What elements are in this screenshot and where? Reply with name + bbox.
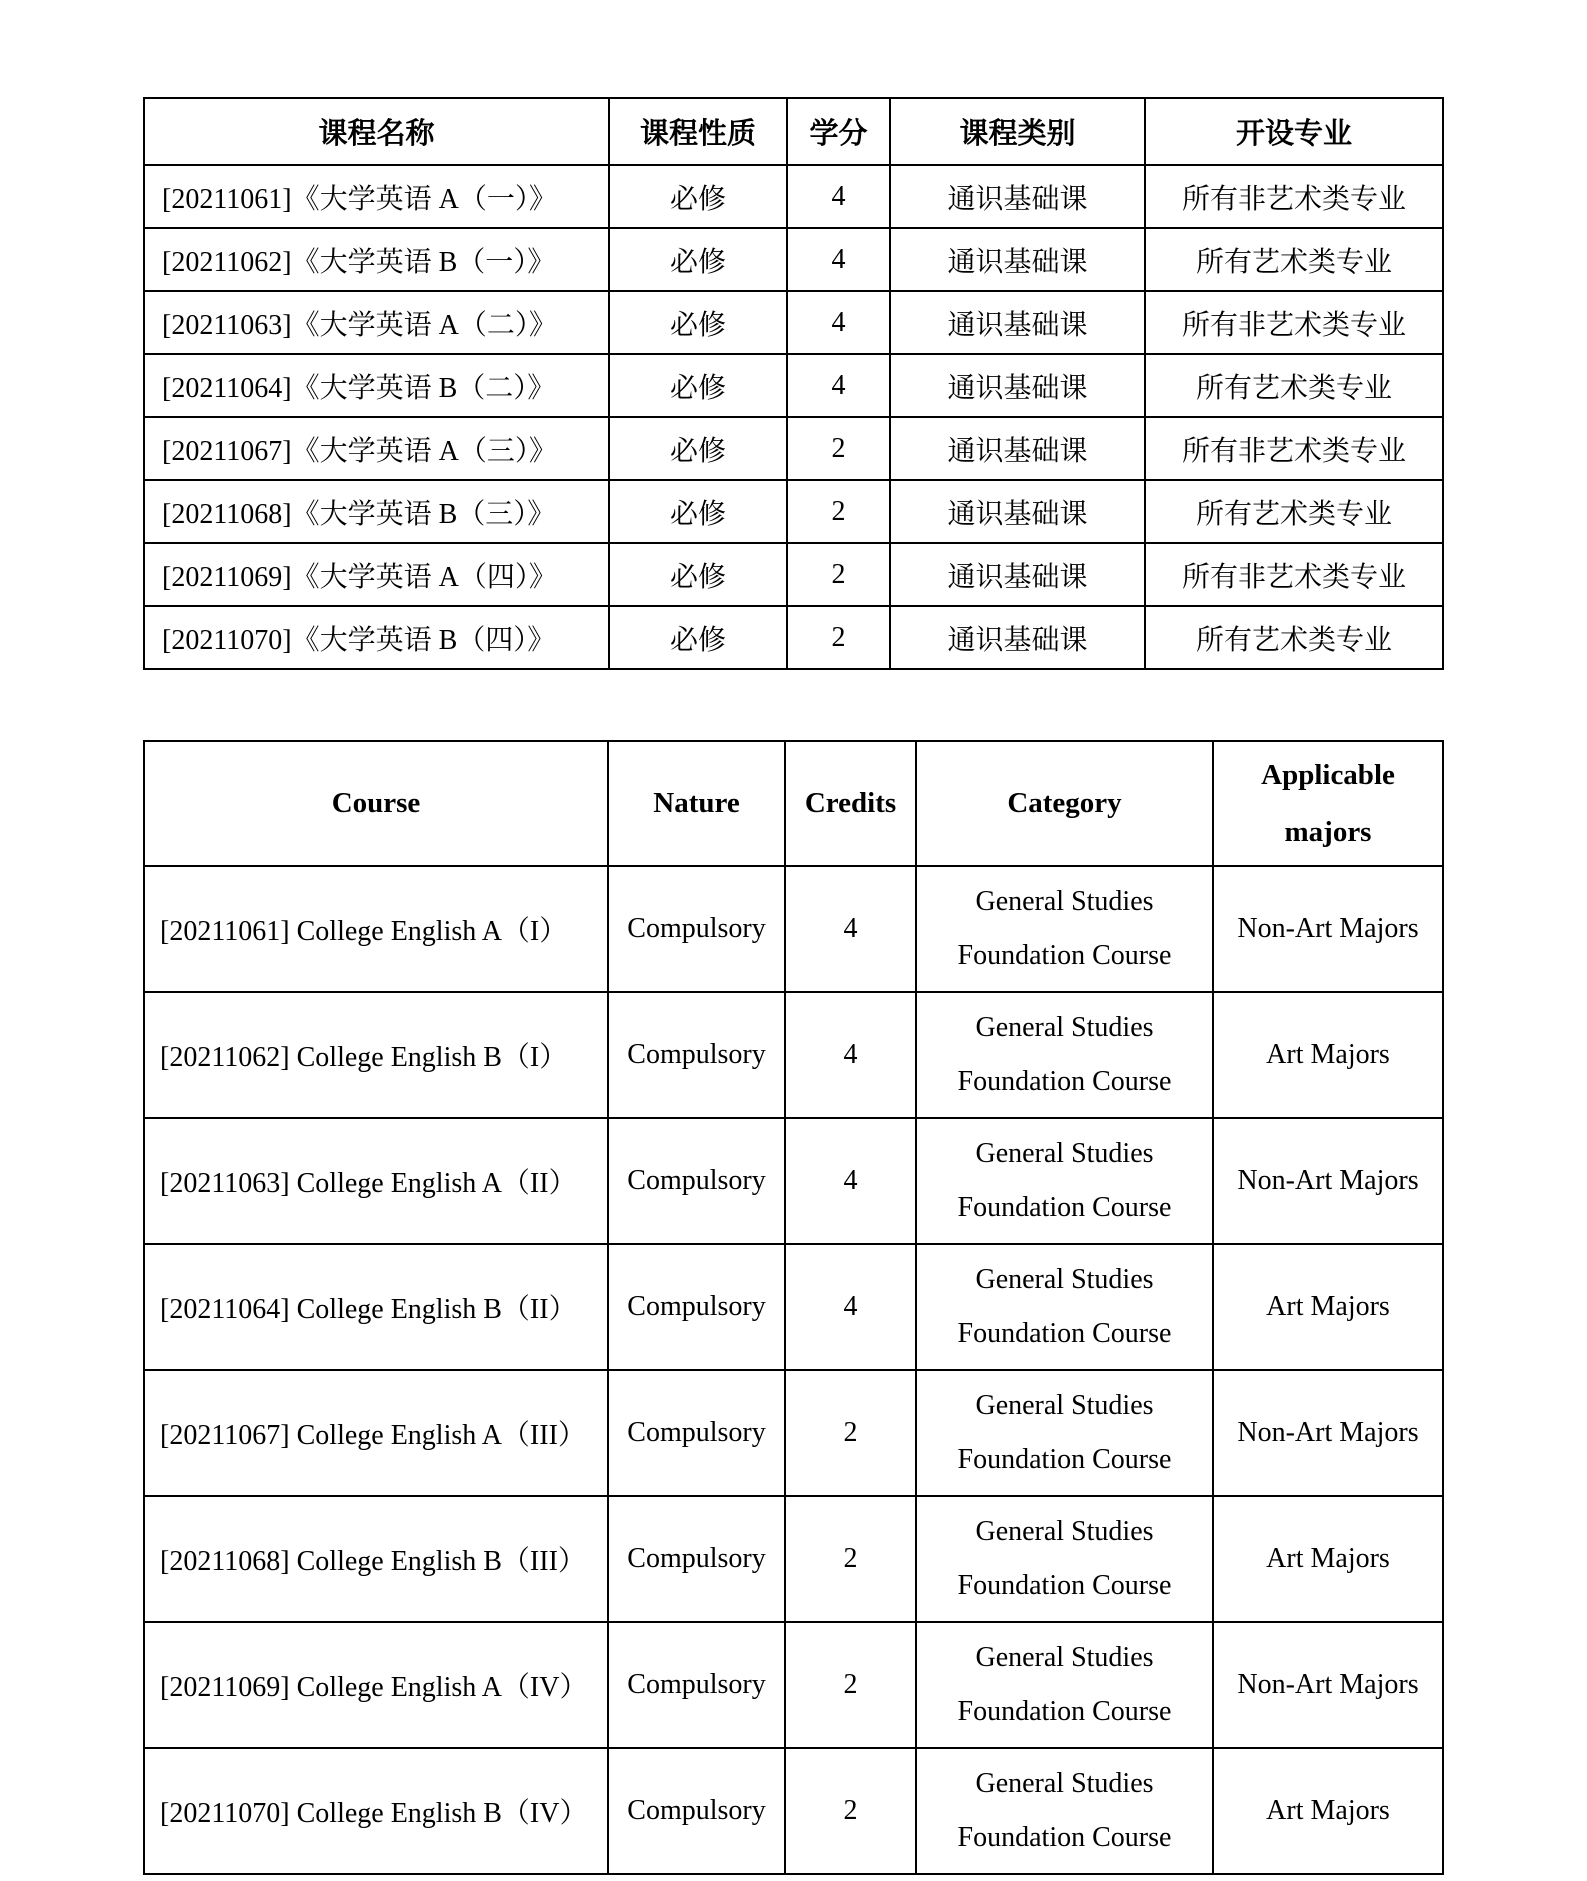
course-name-cell: [20211067]《大学英语 A（三）》 bbox=[144, 417, 609, 480]
table-row bbox=[144, 228, 1443, 291]
nature-cell: 必修 bbox=[609, 291, 787, 354]
credits-cell: 4 bbox=[787, 354, 890, 417]
category-cell: 通识基础课 bbox=[890, 543, 1145, 606]
course-name-cell: [20211069]《大学英语 A（四）》 bbox=[144, 543, 609, 606]
majors-cell: 所有艺术类专业 bbox=[1145, 480, 1443, 543]
nature-cell: Compulsory bbox=[608, 866, 785, 992]
category-two-line bbox=[918, 1379, 1211, 1487]
credits-cell: 2 bbox=[787, 543, 890, 606]
course-name-cell: [20211063] College English A（II） bbox=[144, 1118, 608, 1244]
category-cell bbox=[916, 866, 1213, 992]
course-name-cell: [20211070]《大学英语 B（四）》 bbox=[144, 606, 609, 669]
credits-cell: 2 bbox=[787, 480, 890, 543]
majors-cell: 所有艺术类专业 bbox=[1145, 228, 1443, 291]
category-cell: 通识基础课 bbox=[890, 291, 1145, 354]
category-cell bbox=[916, 1622, 1213, 1748]
credits-cell: 4 bbox=[787, 291, 890, 354]
table-row bbox=[144, 866, 1443, 992]
course-name-cell: [20211068]《大学英语 B（三）》 bbox=[144, 480, 609, 543]
table-header-row bbox=[144, 741, 1443, 866]
majors-cell: 所有艺术类专业 bbox=[1145, 354, 1443, 417]
nature-cell: Compulsory bbox=[608, 1496, 785, 1622]
course-name-cell: [20211070] College English B（IV） bbox=[144, 1748, 608, 1874]
category-line1: General Studies bbox=[975, 1642, 1154, 1673]
header-course-name-cn: 课程名称 bbox=[144, 98, 609, 165]
header-category-cn: 课程类别 bbox=[890, 98, 1145, 165]
nature-cell: 必修 bbox=[609, 354, 787, 417]
course-name-cell: [20211061]《大学英语 A（一）》 bbox=[144, 165, 609, 228]
category-line2: Foundation Course bbox=[957, 1570, 1172, 1601]
majors-cell: 所有非艺术类专业 bbox=[1145, 291, 1443, 354]
course-name-cell: [20211061] College English A（I） bbox=[144, 866, 608, 992]
majors-cell: 所有非艺术类专业 bbox=[1145, 417, 1443, 480]
nature-cell: Compulsory bbox=[608, 1244, 785, 1370]
category-two-line bbox=[918, 1505, 1211, 1613]
category-line2: Foundation Course bbox=[957, 1822, 1172, 1853]
nature-cell: Compulsory bbox=[608, 992, 785, 1118]
table-row bbox=[144, 606, 1443, 669]
nature-cell: Compulsory bbox=[608, 1748, 785, 1874]
header-course-nature-cn: 课程性质 bbox=[609, 98, 787, 165]
majors-cell: Art Majors bbox=[1213, 1496, 1443, 1622]
table-row bbox=[144, 1118, 1443, 1244]
credits-cell: 2 bbox=[785, 1496, 916, 1622]
category-cell bbox=[916, 1244, 1213, 1370]
course-name-cell: [20211068] College English B（III） bbox=[144, 1496, 608, 1622]
table-row bbox=[144, 354, 1443, 417]
credits-cell: 2 bbox=[787, 417, 890, 480]
two-line-header bbox=[1215, 747, 1441, 861]
table-row bbox=[144, 417, 1443, 480]
majors-cell: Non-Art Majors bbox=[1213, 1370, 1443, 1496]
category-two-line bbox=[918, 1757, 1211, 1865]
course-name-cell: [20211063]《大学英语 A（二）》 bbox=[144, 291, 609, 354]
nature-cell: 必修 bbox=[609, 228, 787, 291]
credits-cell: 4 bbox=[785, 1244, 916, 1370]
credits-cell: 4 bbox=[785, 866, 916, 992]
category-line1: General Studies bbox=[975, 1138, 1154, 1169]
header-credits-en: Credits bbox=[785, 741, 916, 866]
nature-cell: Compulsory bbox=[608, 1370, 785, 1496]
table-row bbox=[144, 1622, 1443, 1748]
credits-cell: 2 bbox=[785, 1622, 916, 1748]
category-cell: 通识基础课 bbox=[890, 354, 1145, 417]
category-two-line bbox=[918, 875, 1211, 983]
header-course-en: Course bbox=[144, 741, 608, 866]
majors-cell: Non-Art Majors bbox=[1213, 1622, 1443, 1748]
category-line2: Foundation Course bbox=[957, 1318, 1172, 1349]
course-name-cell: [20211069] College English A（IV） bbox=[144, 1622, 608, 1748]
majors-cell: Art Majors bbox=[1213, 992, 1443, 1118]
category-cell: 通识基础课 bbox=[890, 606, 1145, 669]
category-cell: 通识基础课 bbox=[890, 480, 1145, 543]
header-nature-en: Nature bbox=[608, 741, 785, 866]
majors-cell: Non-Art Majors bbox=[1213, 1118, 1443, 1244]
header-majors-cn: 开设专业 bbox=[1145, 98, 1443, 165]
course-name-cell: [20211067] College English A（III） bbox=[144, 1370, 608, 1496]
category-two-line bbox=[918, 1631, 1211, 1739]
course-name-cell: [20211062]《大学英语 B（一）》 bbox=[144, 228, 609, 291]
majors-cell: 所有非艺术类专业 bbox=[1145, 543, 1443, 606]
category-line2: Foundation Course bbox=[957, 1192, 1172, 1223]
category-cell: 通识基础课 bbox=[890, 228, 1145, 291]
header-majors-line1: Applicable bbox=[1261, 758, 1395, 791]
category-line1: General Studies bbox=[975, 1264, 1154, 1295]
header-credits-cn: 学分 bbox=[787, 98, 890, 165]
majors-cell: Art Majors bbox=[1213, 1244, 1443, 1370]
category-line1: General Studies bbox=[975, 886, 1154, 917]
category-cell bbox=[916, 1496, 1213, 1622]
nature-cell: Compulsory bbox=[608, 1118, 785, 1244]
category-cell bbox=[916, 1118, 1213, 1244]
header-category-en: Category bbox=[916, 741, 1213, 866]
nature-cell: 必修 bbox=[609, 165, 787, 228]
category-cell bbox=[916, 992, 1213, 1118]
majors-cell: 所有艺术类专业 bbox=[1145, 606, 1443, 669]
nature-cell: 必修 bbox=[609, 480, 787, 543]
table-row bbox=[144, 1748, 1443, 1874]
category-two-line bbox=[918, 1001, 1211, 1109]
category-line1: General Studies bbox=[975, 1390, 1154, 1421]
nature-cell: 必修 bbox=[609, 606, 787, 669]
category-line2: Foundation Course bbox=[957, 1696, 1172, 1727]
category-cell bbox=[916, 1748, 1213, 1874]
header-applicable-majors-en bbox=[1213, 741, 1443, 866]
credits-cell: 2 bbox=[785, 1748, 916, 1874]
credits-cell: 4 bbox=[787, 228, 890, 291]
table-row bbox=[144, 1244, 1443, 1370]
table-row bbox=[144, 543, 1443, 606]
table-row bbox=[144, 165, 1443, 228]
nature-cell: 必修 bbox=[609, 543, 787, 606]
course-name-cell: [20211064] College English B（II） bbox=[144, 1244, 608, 1370]
credits-cell: 4 bbox=[787, 165, 890, 228]
header-majors-line2: majors bbox=[1284, 815, 1372, 848]
course-name-cell: [20211062] College English B（I） bbox=[144, 992, 608, 1118]
category-cell bbox=[916, 1370, 1213, 1496]
table-row bbox=[144, 291, 1443, 354]
english-course-table bbox=[143, 740, 1444, 1875]
table-row bbox=[144, 480, 1443, 543]
credits-cell: 4 bbox=[785, 992, 916, 1118]
category-cell: 通识基础课 bbox=[890, 417, 1145, 480]
category-line1: General Studies bbox=[975, 1768, 1154, 1799]
table-row bbox=[144, 1370, 1443, 1496]
category-line1: General Studies bbox=[975, 1516, 1154, 1547]
table-row bbox=[144, 1496, 1443, 1622]
category-line2: Foundation Course bbox=[957, 940, 1172, 971]
credits-cell: 2 bbox=[785, 1370, 916, 1496]
majors-cell: 所有非艺术类专业 bbox=[1145, 165, 1443, 228]
category-two-line bbox=[918, 1253, 1211, 1361]
majors-cell: Art Majors bbox=[1213, 1748, 1443, 1874]
table-header-row bbox=[144, 98, 1443, 165]
majors-cell: Non-Art Majors bbox=[1213, 866, 1443, 992]
category-line2: Foundation Course bbox=[957, 1066, 1172, 1097]
category-line1: General Studies bbox=[975, 1012, 1154, 1043]
credits-cell: 2 bbox=[787, 606, 890, 669]
chinese-course-table bbox=[143, 97, 1444, 670]
category-two-line bbox=[918, 1127, 1211, 1235]
category-line2: Foundation Course bbox=[957, 1444, 1172, 1475]
category-cell: 通识基础课 bbox=[890, 165, 1145, 228]
nature-cell: 必修 bbox=[609, 417, 787, 480]
nature-cell: Compulsory bbox=[608, 1622, 785, 1748]
credits-cell: 4 bbox=[785, 1118, 916, 1244]
course-name-cell: [20211064]《大学英语 B（二）》 bbox=[144, 354, 609, 417]
table-row bbox=[144, 992, 1443, 1118]
